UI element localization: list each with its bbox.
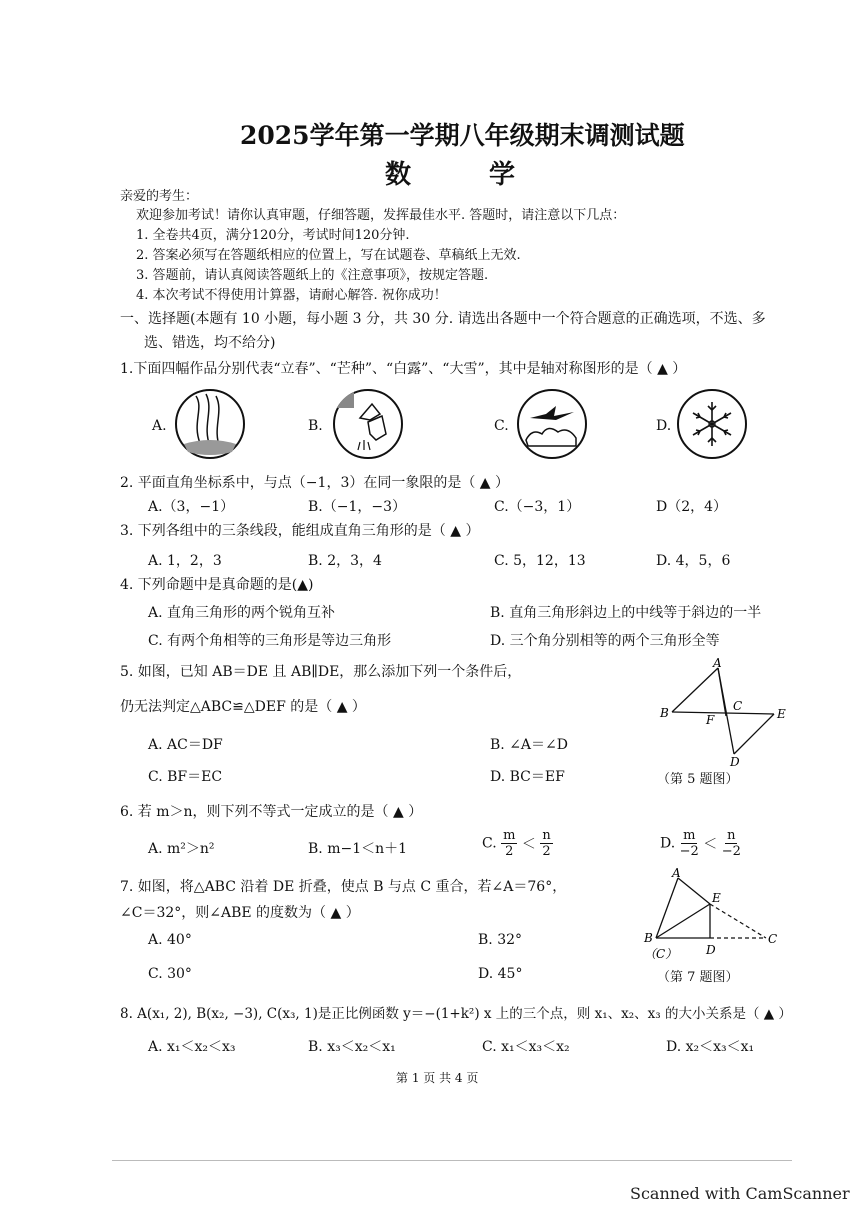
q1-image-bailu	[516, 388, 588, 460]
q1-option-b: B.	[308, 418, 323, 434]
q7-label-d: D	[706, 943, 716, 957]
q6-option-c-label: C.	[482, 835, 497, 852]
q7-option-b: B. 32°	[478, 932, 523, 948]
q2-option-a: A.（3，−1）	[148, 499, 235, 515]
q6-d-frac-right: $\frac{n}{-2}$	[721, 828, 741, 859]
question-7-stem: 7. 如图，将△ABC 沿着 DE 折叠，使点 B 与点 C 重合，若∠A＝76°，	[120, 879, 567, 895]
q3-option-c: C. 5，12，13	[494, 553, 586, 569]
q5-option-d: D. BC＝EF	[490, 769, 565, 785]
question-7-stem-cont: ∠C＝32°，则∠ABE 的度数为（ ▲ ）	[120, 905, 360, 921]
q6-c-frac-left: $\frac{m}{2}$	[503, 828, 516, 859]
notes-item-2: 2. 答案必须写在答题纸相应的位置上，写在试题卷、草稿纸上无效.	[136, 248, 521, 263]
q5-label-c: C	[733, 699, 743, 713]
q5-option-a: A. AC＝DF	[148, 737, 223, 753]
section-heading: 一、选择题(本题有 10 小题，每小题 3 分，共 30 分. 请选出各题中一个符合题意的正确选项，不选、多	[120, 311, 766, 327]
q7-label-c-folded: （C）	[644, 947, 678, 961]
q1-option-c: C.	[494, 418, 509, 434]
q3-option-d: D. 4，5，6	[656, 553, 731, 569]
question-4-stem: 4. 下列命题中是真命题的是(▲)	[120, 577, 314, 593]
q4-option-b: B. 直角三角形斜边上的中线等于斜边的一半	[490, 605, 762, 621]
q2-option-b: B.（−1，−3）	[308, 499, 407, 515]
q3-option-b: B. 2，3，4	[308, 553, 382, 569]
q4-option-d: D. 三个角分别相等的两个三角形全等	[490, 633, 720, 649]
q1-image-lichun	[174, 388, 246, 460]
question-3-stem: 3. 下列各组中的三条线段，能组成直角三角形的是（ ▲ ）	[120, 523, 480, 539]
q5-option-c: C. BF＝EC	[148, 769, 223, 785]
q8-option-b: B. x₃＜x₂＜x₁	[308, 1039, 396, 1055]
question-2-stem: 2. 平面直角坐标系中，与点（−1，3）在同一象限的是（ ▲ ）	[120, 475, 510, 491]
q6-option-d-label: D.	[660, 835, 676, 852]
q6-option-b: B. m−1＜n＋1	[308, 841, 408, 857]
q5-option-b: B. ∠A＝∠D	[490, 737, 568, 753]
q4-option-a: A. 直角三角形的两个锐角互补	[148, 605, 336, 621]
question-5-stem-cont: 仍无法判定△ABC≌△DEF 的是（ ▲ ）	[120, 699, 366, 715]
q5-figure	[650, 654, 800, 769]
q4-option-c: C. 有两个角相等的三角形是等边三角形	[148, 633, 392, 649]
notes-item-1: 1. 全卷共4页，满分120分，考试时间120分钟.	[136, 228, 410, 243]
q8-option-c: C. x₁＜x₃＜x₂	[482, 1039, 570, 1055]
q6-option-c: C. $\frac{m}{2}$ ＜ $\frac{n}{2}$	[482, 828, 551, 859]
q1-option-a: A.	[152, 418, 167, 434]
q7-option-d: D. 45°	[478, 966, 523, 982]
page-number: 第 1 页 共 4 页	[396, 1071, 479, 1085]
q1-option-d: D.	[656, 418, 672, 434]
q6-c-frac-right: $\frac{n}{2}$	[542, 828, 551, 859]
q8-option-d: D. x₂＜x₃＜x₁	[666, 1039, 755, 1055]
q3-option-a: A. 1，2，3	[148, 553, 222, 569]
notes-item-4: 4. 本次考试不得使用计算器，请耐心解答. 祝你成功！	[136, 288, 447, 303]
q5-label-a: A	[713, 656, 722, 670]
q2-option-c: C.（−3，1）	[494, 499, 581, 515]
question-8-stem: 8. A(x₁, 2), B(x₂, −3), C(x₃, 1)是正比例函数 y＝−(1+k²) x 上的三个点，则 x₁、x₂、x₃ 的大小关系是（ ▲ ）	[120, 1006, 792, 1022]
question-1-stem: 1.下面四幅作品分别代表“立春”、“芒种”、“白露”、“大雪”，其中是轴对称图形的是（ ▲ ）	[120, 361, 687, 377]
q6-d-frac-left: $\frac{m}{-2}$	[679, 828, 699, 859]
notes-item-3: 3. 答题前，请认真阅读答题纸上的《注意事项》，按规定答题.	[136, 268, 489, 283]
q8-option-a: A. x₁＜x₂＜x₃	[148, 1039, 236, 1055]
q7-label-c: C	[768, 932, 778, 946]
q7-label-a: A	[672, 866, 681, 880]
q5-figure-caption: （第 5 题图）	[657, 772, 739, 787]
q5-label-d: D	[730, 755, 740, 769]
q5-label-b: B	[660, 706, 669, 720]
q7-option-a: A. 40°	[148, 932, 192, 948]
q7-label-b: B	[644, 931, 653, 945]
q7-label-e: E	[712, 891, 721, 905]
q6-option-a: A. m²＞n²	[148, 841, 215, 857]
q5-label-e: E	[777, 707, 786, 721]
q6-option-d: D. $\frac{m}{-2}$ ＜ $\frac{n}{-2}$	[660, 828, 741, 859]
notes-intro: 欢迎参加考试！请你认真审题，仔细答题，发挥最佳水平. 答题时，请注意以下几点：	[136, 208, 626, 223]
scanner-watermark: Scanned with CamScanner	[630, 1184, 850, 1203]
q7-figure	[638, 866, 788, 966]
q7-figure-caption: （第 7 题图）	[657, 970, 739, 985]
q2-option-d: D（2，4）	[656, 499, 728, 515]
notes-greeting: 亲爱的考生：	[120, 189, 199, 204]
subject-title: 数 学	[385, 160, 516, 190]
question-6-stem: 6. 若 m＞n，则下列不等式一定成立的是（ ▲ ）	[120, 804, 423, 820]
q1-image-mangzhong	[332, 388, 404, 460]
q7-option-c: C. 30°	[148, 966, 192, 982]
scan-edge-line	[112, 1160, 792, 1161]
q1-image-daxue	[676, 388, 748, 460]
q5-label-f: F	[706, 713, 715, 727]
question-5-stem: 5. 如图，已知 AB＝DE 且 AB∥DE，那么添加下列一个条件后，	[120, 664, 522, 680]
exam-title: 2025学年第一学期八年级期末调测试题	[240, 121, 685, 150]
section-heading-cont: 选、错选，均不给分)	[144, 335, 276, 351]
